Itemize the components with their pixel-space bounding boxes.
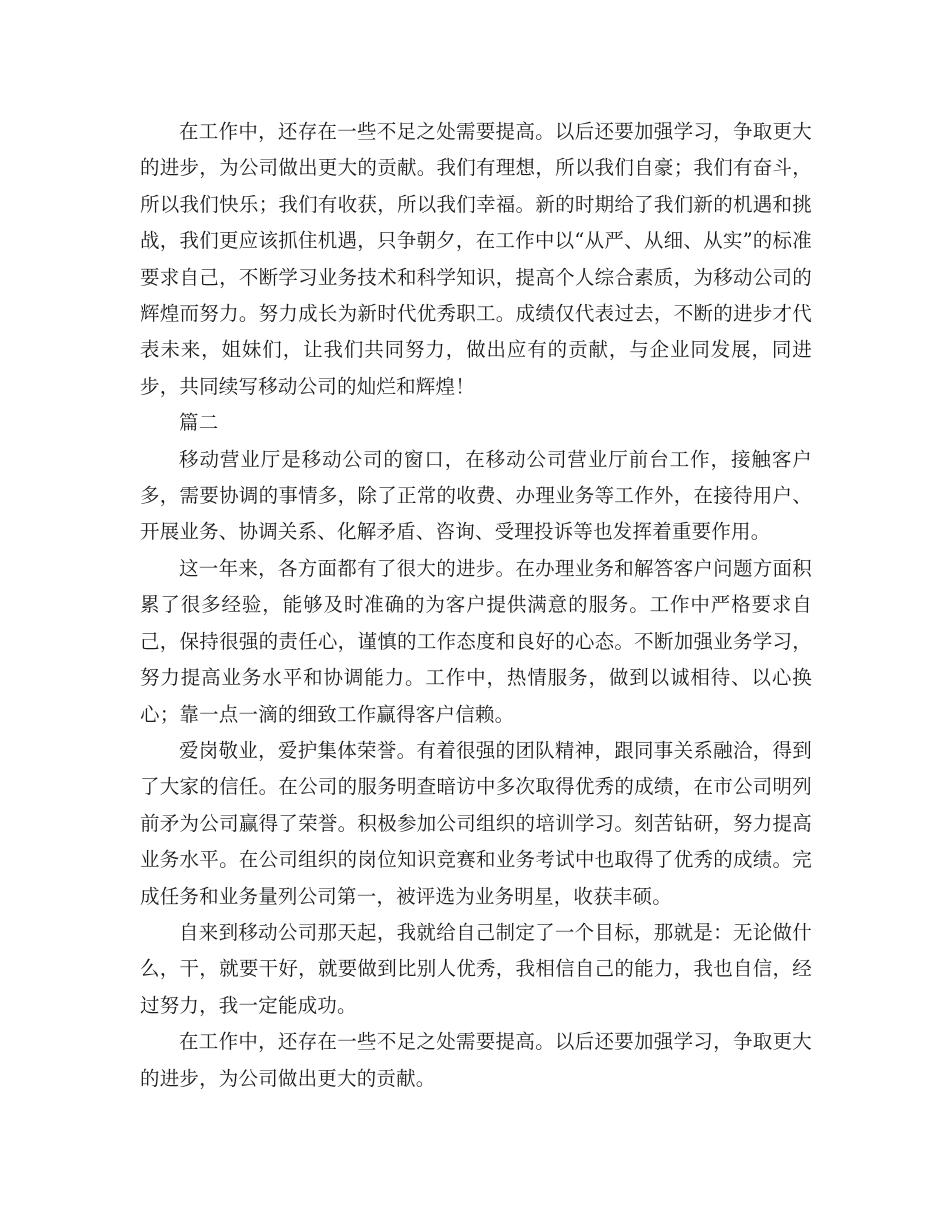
paragraph: 自来到移动公司那天起，我就给自己制定了一个目标，那就是：无论做什么，干，就要干好，就要做到比别人优秀，我相信自己的能力，我也自信，经过努力，我一定能成功。 [140,920,812,1017]
document-body [140,114,812,1097]
paragraph: 爱岗敬业，爱护集体荣誉。有着很强的团队精神，跟同事关系融洽，得到了大家的信任。在公司的服务明查暗访中多次取得优秀的成绩，在市公司明列前矛为公司赢得了荣誉。积极参加公司组织的培训学习。刻苦钻研，努力提高业务水平。在公司组织的岗位知识竞赛和业务考试中也取得了优秀的成绩。完成任务和业务量列公司第一，被评选为业务明星，收获丰硕。 [140,738,812,908]
paragraph: 移动营业厅是移动公司的窗口，在移动公司营业厅前台工作，接触客户多，需要协调的事情多，除了正常的收费、办理业务等工作外，在接待用户、开展业务、协调关系、化解矛盾、咨询、受理投诉等也发挥着重要作用。 [140,447,812,544]
paragraph: 在工作中，还存在一些不足之处需要提高。以后还要加强学习，争取更大的进步，为公司做出更大的贡献。我们有理想，所以我们自豪；我们有奋斗，所以我们快乐；我们有收获，所以我们幸福。新的时期给了我们新的机遇和挑战，我们更应该抓住机遇，只争朝夕，在工作中以“从严、从细、从实”的标准要求自己，不断学习业务技术和科学知识，提高个人综合素质，为移动公司的辉煌而努力。努力成长为新时代优秀职工。成绩仅代表过去，不断的进步才代表未来，姐妹们，让我们共同努力，做出应有的贡献，与企业同发展，同进步，共同续写移动公司的灿烂和辉煌！ [140,120,812,398]
paragraph: 在工作中，还存在一些不足之处需要提高。以后还要加强学习，争取更大的进步，为公司做出更大的贡献。 [140,1030,812,1090]
section-heading: 篇二 [179,411,219,435]
paragraph: 这一年来，各方面都有了很大的进步。在办理业务和解答客户问题方面积累了很多经验，能够及时准确的为客户提供满意的服务。工作中严格要求自己，保持很强的责任心，谨慎的工作态度和良好的心态。不断加强业务学习，努力提高业务水平和协调能力。工作中，热情服务，做到以诚相待、以心换心；靠一点一滴的细致工作赢得客户信赖。 [140,556,812,726]
